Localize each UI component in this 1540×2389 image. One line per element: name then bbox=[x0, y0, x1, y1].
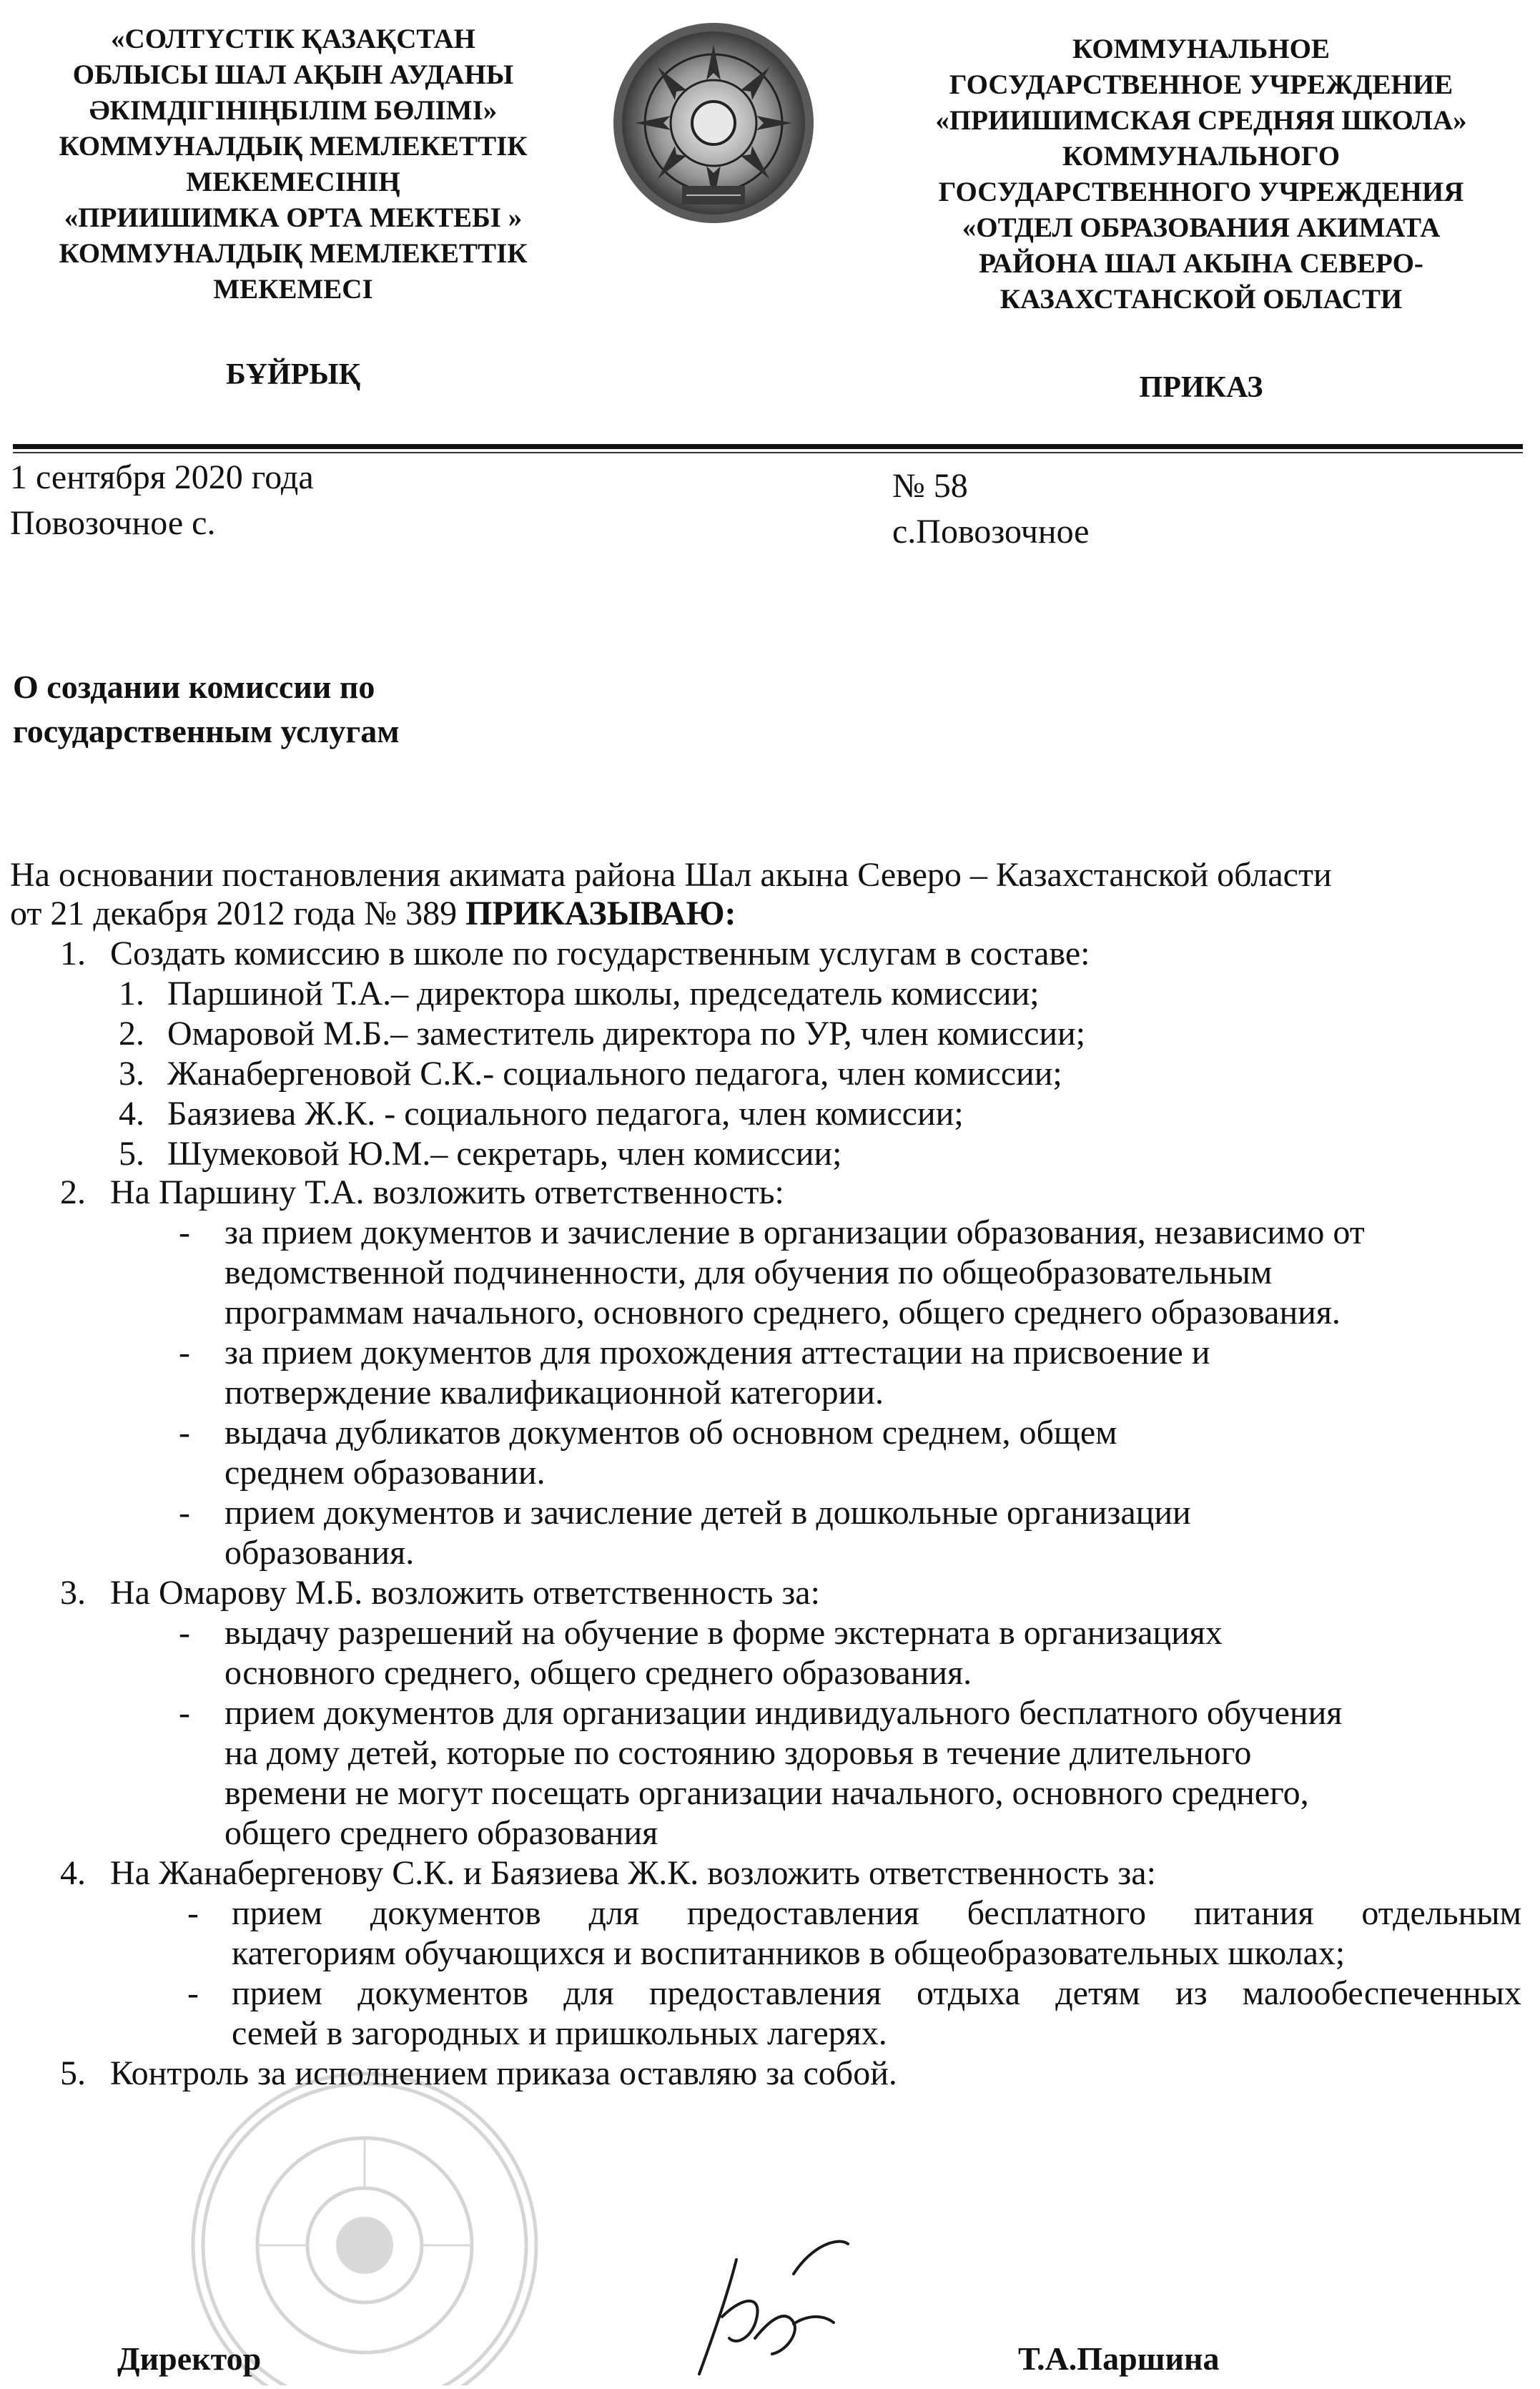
intro-line: На основании постановления акимата района Шал акына Северо – Казахстанской области bbox=[10, 856, 1332, 894]
header-left-line: КОММУНАЛДЫҚ МЕМЛЕКЕТТІК bbox=[59, 238, 528, 269]
item-text: Контроль за исполнением приказа оставляю за собой. bbox=[110, 2054, 897, 2092]
item-number: 2. bbox=[60, 1173, 86, 1211]
bullet-dash: - bbox=[187, 1974, 199, 2012]
header-right-line: «ПРИИШИМСКАЯ СРЕДНЯЯ ШКОЛА» bbox=[935, 105, 1467, 136]
bullet-dash: - bbox=[187, 1894, 199, 1932]
header-right-line: ГОСУДАРСТВЕННОЕ УЧРЕЖДЕНИЕ bbox=[949, 69, 1453, 100]
bullet-text-line: за прием документов для прохождения аттестации на присвоение и bbox=[224, 1334, 1210, 1371]
member-number: 4. bbox=[119, 1095, 144, 1133]
bullet-dash: - bbox=[179, 1614, 190, 1652]
bullet-dash: - bbox=[179, 1213, 190, 1251]
bullet-text-line: выдачу разрешений на обучение в форме экстерната в организациях bbox=[224, 1614, 1223, 1652]
header-right-line: КОММУНАЛЬНОГО bbox=[1062, 141, 1341, 172]
header-left-line: «СОЛТҮСТІК ҚАЗАҚСТАН bbox=[111, 24, 475, 54]
header-right-line: РАЙОНА ШАЛ АКЫНА СЕВЕРО- bbox=[979, 248, 1423, 279]
order-subject bbox=[13, 665, 400, 754]
header-right-line: ГОСУДАРСТВЕННОГО УЧРЕЖДЕНИЯ bbox=[938, 177, 1464, 207]
header-left-line: ӘКІМДІГІНІҢБІЛІМ БӨЛІМІ» bbox=[89, 95, 498, 126]
bullet-text-line: основного среднего, общего среднего образования. bbox=[224, 1654, 972, 1692]
header-right-line: КОММУНАЛЬНОЕ bbox=[1072, 34, 1330, 64]
order-title-kazakh: БҰЙРЫҚ bbox=[225, 358, 361, 391]
bullet-text-line: времени не могут посещать организации начального, основного среднего, bbox=[224, 1774, 1309, 1812]
round-seal-stamp-icon bbox=[179, 2059, 551, 2385]
member-text: Жанабергеновой С.К.- социального педагога, член комиссии; bbox=[167, 1055, 1062, 1093]
header-left-line: МЕКЕМЕСІ bbox=[213, 274, 373, 305]
intro-order-word: ПРИКАЗЫВАЮ: bbox=[465, 895, 736, 932]
item-number: 5. bbox=[60, 2054, 86, 2092]
bullet-text-line: семей в загородных и пришкольных лагерях. bbox=[232, 2014, 887, 2052]
bullet-dash: - bbox=[179, 1414, 190, 1452]
item-text: Создать комиссию в школе по государственным услугам в составе: bbox=[110, 935, 1090, 972]
order-subject-line: О создании комиссии по bbox=[13, 669, 375, 705]
bullet-text-line: общего среднего образования bbox=[224, 1814, 658, 1852]
signature-title: Директор bbox=[117, 2340, 262, 2377]
intro-line-text: от 21 декабря 2012 года № 389 bbox=[10, 895, 458, 932]
header-divider bbox=[13, 444, 1523, 449]
header-right-block bbox=[879, 31, 1523, 317]
header-divider-thin bbox=[13, 452, 1523, 453]
item-number: 4. bbox=[60, 1854, 86, 1892]
member-number: 3. bbox=[119, 1055, 144, 1093]
order-place-left: Повозочное с. bbox=[10, 504, 216, 542]
bullet-text-line: прием документов для предоставления бесплатного питания отдельным bbox=[232, 1894, 1521, 1932]
bullet-text-line: прием документов для организации индивидуального бесплатного обучения bbox=[224, 1694, 1343, 1732]
bullet-text-line: выдача дубликатов документов об основном среднем, общем bbox=[224, 1414, 1117, 1452]
bullet-text-line: среднем образовании. bbox=[224, 1454, 546, 1492]
bullet-dash: - bbox=[179, 1334, 190, 1371]
header-right-line: «ОТДЕЛ ОБРАЗОВАНИЯ АКИМАТА bbox=[962, 212, 1441, 243]
member-text: Омаровой М.Б.– заместитель директора по УР, член комиссии; bbox=[167, 1015, 1086, 1053]
bullet-text-line: образования. bbox=[224, 1534, 415, 1572]
item-text: На Омарову М.Б. возложить ответственность за: bbox=[110, 1574, 820, 1612]
order-number: № 58 bbox=[892, 467, 968, 505]
item-number: 1. bbox=[60, 935, 86, 972]
state-emblem-icon bbox=[602, 16, 825, 230]
order-place-right: с.Повозочное bbox=[892, 513, 1090, 551]
order-date: 1 сентября 2020 года bbox=[10, 458, 314, 496]
bullet-text-line: категориям обучающихся и воспитанников в общеобразовательных школах; bbox=[232, 1934, 1346, 1972]
member-text: Баязиева Ж.К. - социального педагога, член комиссии; bbox=[167, 1095, 964, 1133]
member-number: 2. bbox=[119, 1015, 144, 1053]
intro-line bbox=[10, 894, 736, 934]
bullet-text-line: программам начального, основного среднего, общего среднего образования. bbox=[224, 1294, 1341, 1331]
header-left-line: МЕКЕМЕСІНІҢ bbox=[186, 167, 400, 197]
member-number: 5. bbox=[119, 1135, 144, 1173]
member-number: 1. bbox=[119, 975, 144, 1013]
bullet-text-line: ведомственной подчиненности, для обучения по общеобразовательным bbox=[224, 1253, 1273, 1291]
header-right-line: КАЗАХСТАНСКОЙ ОБЛАСТИ bbox=[999, 284, 1403, 315]
header-left-block bbox=[14, 21, 572, 307]
bullet-text-line: потверждение квалификационной категории. bbox=[224, 1374, 884, 1412]
item-number: 3. bbox=[60, 1574, 86, 1612]
item-text: На Паршину Т.А. возложить ответственность: bbox=[110, 1173, 784, 1211]
member-text: Паршиной Т.А.– директора школы, председатель комиссии; bbox=[167, 975, 1040, 1013]
member-text: Шумековой Ю.М.– секретарь, член комиссии; bbox=[167, 1135, 842, 1173]
handwritten-signature-icon bbox=[686, 2231, 858, 2384]
bullet-text-line: прием документов для предоставления отдыха детям из малообеспеченных bbox=[232, 1974, 1521, 2012]
signature-name: Т.А.Паршина bbox=[1018, 2340, 1220, 2377]
item-text: На Жанабергенову С.К. и Баязиева Ж.К. возложить ответственность за: bbox=[110, 1854, 1156, 1892]
bullet-text-line: за прием документов и зачисление в организации образования, независимо от bbox=[224, 1213, 1365, 1251]
header-left-line: ОБЛЫСЫ ШАЛ АҚЫН АУДАНЫ bbox=[72, 59, 514, 90]
header-left-line: «ПРИИШИМКА ОРТА МЕКТЕБІ » bbox=[64, 202, 523, 233]
bullet-text-line: прием документов и зачисление детей в дошкольные организации bbox=[224, 1494, 1191, 1532]
bullet-text-line: на дому детей, которые по состоянию здоровья в течение длительного bbox=[224, 1734, 1252, 1772]
header-left-line: КОММУНАЛДЫҚ МЕМЛЕКЕТТІК bbox=[59, 131, 528, 162]
bullet-dash: - bbox=[179, 1494, 190, 1532]
bullet-dash: - bbox=[179, 1694, 190, 1732]
order-title-russian: ПРИКАЗ bbox=[1139, 371, 1263, 404]
order-subject-line: государственным услугам bbox=[13, 713, 400, 749]
